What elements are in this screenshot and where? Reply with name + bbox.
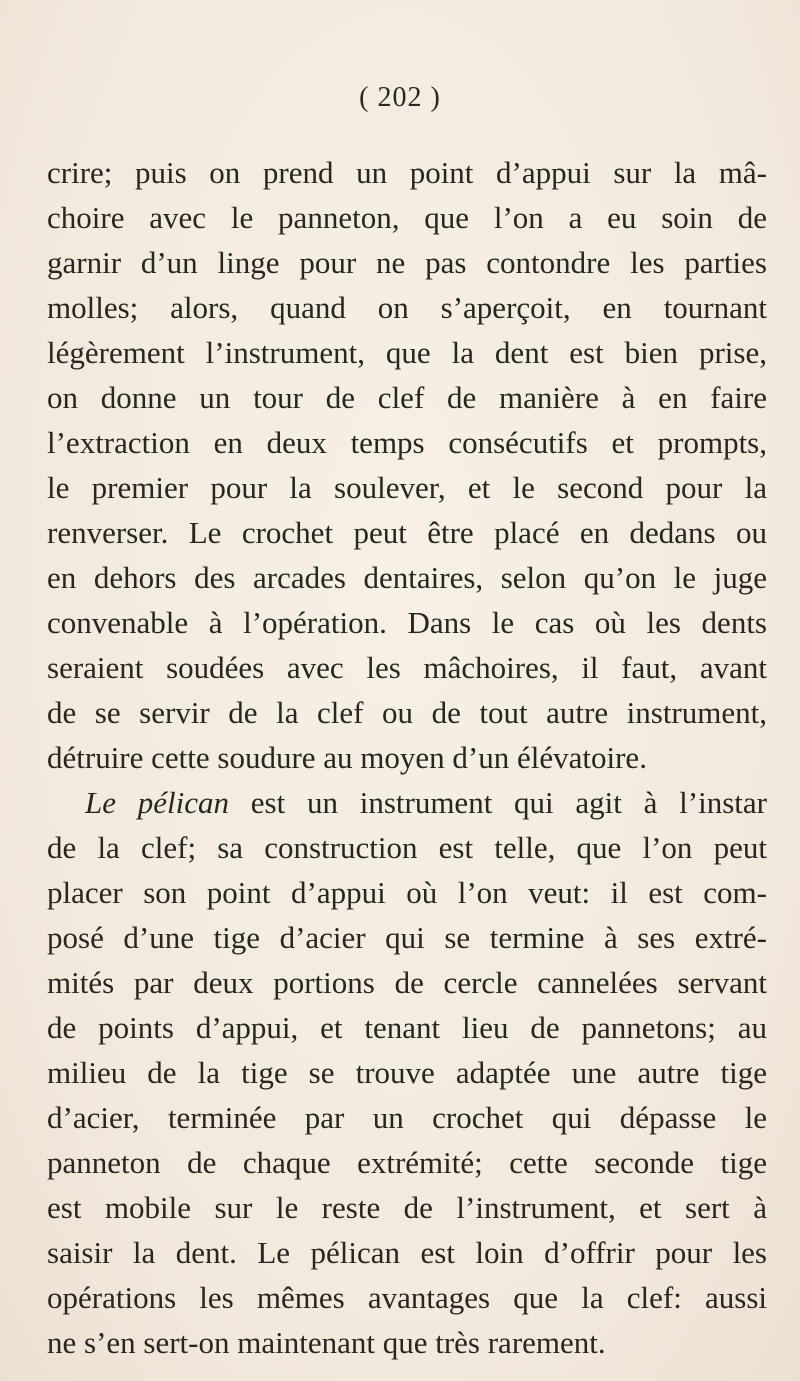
text-line: mités par deux portions de cercle cannelées servant <box>47 965 767 1000</box>
text-line: le premier pour la soulever, et le second pour la <box>47 470 767 505</box>
text-line: placer son point d’appui où l’on veut: il est com- <box>47 875 767 910</box>
body-text <box>47 150 767 1365</box>
text-line: choire avec le panneton, que l’on a eu soin de <box>47 200 767 235</box>
text-line: opérations les mêmes avantages que la clef: aussi <box>47 1280 767 1315</box>
paragraph-start-line <box>47 780 767 825</box>
text-line: en dehors des arcades dentaires, selon qu’on le juge <box>47 560 767 595</box>
text-line: d’acier, terminée par un crochet qui dépasse le <box>47 1100 767 1135</box>
term-pelican: Le pélican <box>85 785 229 820</box>
text-line: molles; alors, quand on s’aperçoit, en tournant <box>47 290 767 325</box>
text-line: légèrement l’instrument, que la dent est bien prise, <box>47 335 767 370</box>
text-line: seraient soudées avec les mâchoires, il faut, avant <box>47 650 767 685</box>
text-line: ne s’en sert-on maintenant que très rarement. <box>47 1325 606 1360</box>
text-line: posé d’une tige d’acier qui se termine à ses extré- <box>47 920 767 955</box>
text-line: panneton de chaque extrémité; cette seconde tige <box>47 1145 767 1180</box>
text-line: saisir la dent. Le pélican est loin d’offrir pour les <box>47 1235 767 1270</box>
text-line: l’extraction en deux temps consécutifs et prompts, <box>47 425 767 460</box>
text-line: de points d’appui, et tenant lieu de pannetons; au <box>47 1010 767 1045</box>
page-number: ( 202 ) <box>359 82 441 113</box>
text-line: renverser. Le crochet peut être placé en dedans ou <box>47 515 767 550</box>
text-line: est mobile sur le reste de l’instrument, et sert à <box>47 1190 767 1225</box>
text-line: convenable à l’opération. Dans le cas où les dents <box>47 605 767 640</box>
text-line: détruire cette soudure au moyen d’un élévatoire. <box>47 740 647 775</box>
text-line: crire; puis on prend un point d’appui sur la mâ- <box>47 155 767 190</box>
text-line: on donne un tour de clef de manière à en faire <box>47 380 767 415</box>
text-line: de se servir de la clef ou de tout autre instrument, <box>47 695 767 730</box>
text-run: est un instrument qui agit à l’instar <box>229 785 767 820</box>
text-line: milieu de la tige se trouve adaptée une autre tige <box>47 1055 767 1090</box>
text-line: de la clef; sa construction est telle, que l’on peut <box>47 830 767 865</box>
text-line: garnir d’un linge pour ne pas contondre les parties <box>47 245 767 280</box>
